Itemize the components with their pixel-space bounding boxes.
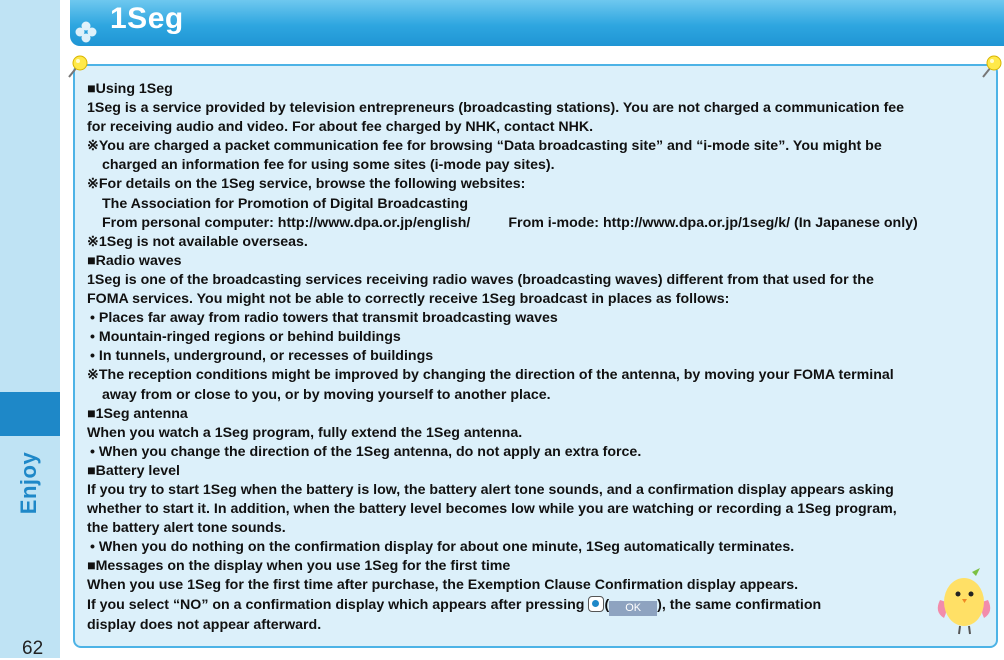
paragraph-line: If you try to start 1Seg when the battery is low, the battery alert tone sounds, and a confirmation display appears asking [87,481,894,498]
page-number: 62 [22,638,44,659]
pushpin-icon [976,52,1004,82]
bullet-item: • When you change the direction of the 1Seg antenna, do not apply an extra force. [90,443,642,460]
note-line: ※1Seg is not available overseas. [87,233,308,250]
note-line: ※The reception conditions might be improved by changing the direction of the antenna, by moving your FOMA terminal [87,367,894,384]
paragraph-line: for receiving audio and video. For about fee charged by NHK, contact NHK. [87,119,594,136]
paragraph-line: 1Seg is a service provided by television entrepreneurs (broadcasting stations). You are not charged a communication fee [87,100,905,117]
bird-mascot-icon [934,566,994,638]
paragraph-line-with-keys: If you select “NO” on a confirmation display which appears after pressing ( OK ), the same confirmation [87,596,822,614]
side-strip [0,0,60,658]
section-tab [0,392,60,436]
paragraph-line: display does not appear afterward. [87,616,322,633]
bullet-item: • Mountain-ringed regions or behind buildings [90,329,401,346]
note-line: away from or close to you, or by moving yourself to another place. [102,386,551,403]
heading-first-time-messages: ■Messages on the display when you use 1Seg for the first time [87,558,511,575]
website-name: The Association for Promotion of Digital Broadcasting [102,195,469,212]
paragraph-line: whether to start it. In addition, when the battery level becomes low while you are watching or recording a 1Seg program, [87,501,897,518]
note-line: ※You are charged a packet communication fee for browsing “Data broadcasting site” and “i-mode site”. You might be [87,138,882,155]
heading-battery-level: ■Battery level [87,462,180,479]
imode-url: From i-mode: http://www.dpa.or.jp/1seg/k/ (In Japanese only) [508,214,918,231]
section-label: Enjoy [16,451,41,515]
bullet-item: • Places far away from radio towers that transmit broadcasting waves [90,310,558,327]
bullet-item: • In tunnels, underground, or recesses of buildings [90,348,434,365]
bullet-item: • When you do nothing on the confirmation display for about one minute, 1Seg automatically terminates. [90,539,795,556]
website-urls [87,214,995,233]
body-text [87,80,995,635]
paragraph-line: the battery alert tone sounds. [87,520,286,537]
paragraph-line: 1Seg is one of the broadcasting services receiving radio waves (broadcasting waves) different from that used for the [87,271,874,288]
ok-softkey-icon: OK [609,601,657,616]
note-line: charged an information fee for using some sites (i-mode pay sites). [102,157,555,174]
select-key-icon [588,596,604,612]
paragraph-line: When you use 1Seg for the first time after purchase, the Exemption Clause Confirmation display appears. [87,577,799,594]
heading-1seg-antenna: ■1Seg antenna [87,405,188,422]
heading-using-1seg: ■Using 1Seg [87,81,173,97]
pushpin-icon [62,52,92,82]
pc-url: From personal computer: http://www.dpa.or.jp/english/ [102,214,471,231]
page-title: 1Seg [110,2,184,35]
page-header [70,0,1004,46]
heading-radio-waves: ■Radio waves [87,252,182,269]
clover-icon [74,20,98,44]
paragraph-line: When you watch a 1Seg program, fully extend the 1Seg antenna. [87,424,523,441]
note-line: ※For details on the 1Seg service, browse the following websites: [87,176,526,193]
paragraph-line: FOMA services. You might not be able to correctly receive 1Seg broadcast in places as follows: [87,291,730,308]
